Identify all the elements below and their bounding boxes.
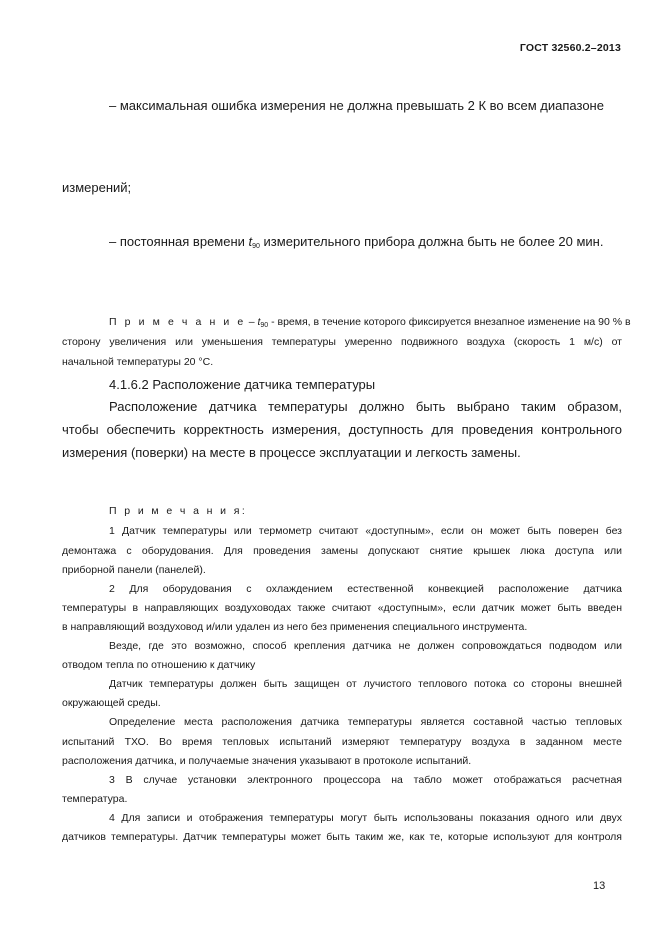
note-2-line3: в направляющий воздуховод и/или удален из него без применения специального инструмента. [62, 621, 528, 633]
bullet2-t-symbol: t [248, 234, 253, 249]
note-location-line3: расположения датчика, и получаемые значения указывают в протоколе испытаний. [62, 755, 472, 767]
note-1-line1: 1 Датчик температуры или термометр считают «доступным», если он может быть поверен без [109, 525, 622, 537]
note1-text: - время, в течение которого фиксируется внезапное изменение на 90 % в [268, 316, 631, 328]
section-heading: 4.1.6.2 Расположение датчика температуры [109, 377, 376, 392]
note1-dash: – [245, 316, 258, 328]
note-location-line2: испытаний ТХО. Во время тепловых испытаний измеряют температуру воздуха в заданном месте [62, 736, 622, 748]
note-4-line1: 4 Для записи и отображения температуры могут быть использованы показания одного или двух [109, 812, 622, 824]
bullet-max-error-continuation: измерений; [62, 180, 132, 195]
note-mounting-line1: Везде, где это возможно, способ крепления датчика не должен сопровождаться подводом или [109, 640, 622, 652]
bullet-time-constant [109, 234, 603, 250]
bullet2-post: измерительного прибора должна быть не более 20 мин. [259, 234, 604, 249]
note-2-line2: температуры в направляющих воздуховодах также считают «доступным», если датчик может быть введен [62, 602, 622, 614]
note-3-line1: 3 В случае установки электронного процессора на табло может отображаться расчетная [109, 774, 622, 786]
bullet2-subscript: 90 [252, 243, 260, 250]
note-1-line3: приборной панели (панелей). [62, 564, 206, 576]
bullet2-pre: – постоянная времени [109, 234, 249, 249]
note1-line1 [109, 316, 631, 329]
note-mounting-line2: отводом тепла по отношению к датчику [62, 659, 256, 671]
note-radiation-line1: Датчик температуры должен быть защищен от лучистого теплового потока со стороны внешней [109, 678, 622, 690]
note-location-line1: Определение места расположения датчика температуры является составной частью тепловых [109, 716, 622, 728]
note1-line3: начальной температуры 20 °С. [62, 356, 214, 368]
note1-t-symbol: t [257, 316, 261, 328]
note1-line2: сторону увеличения или уменьшения температуры умеренно подвижного воздуха (скорость 1 м/с) от [62, 336, 622, 348]
page-number: 13 [593, 880, 606, 892]
document-header: ГОСТ 32560.2–2013 [519, 42, 621, 54]
note-3-line2: температура. [62, 793, 128, 805]
note-2-line1: 2 Для оборудования с охлаждением естественной конвекцией расположение датчика [109, 583, 622, 595]
bullet-max-error: – максимальная ошибка измерения не должна превышать 2 К во всем диапазоне [109, 98, 604, 113]
notes-label: П р и м е ч а н и я: [109, 505, 248, 517]
note-1-line2: демонтажа с оборудования. Для проведения замены допускают снятие крышек люка доступа или [62, 545, 622, 557]
para-line2: чтобы обеспечить корректность измерения, доступность для проведения контрольного [62, 422, 622, 437]
para-line3: измерения (поверки) на месте в процессе эксплуатации и легкость замены. [62, 445, 521, 460]
note-4-line2: датчиков температуры. Датчик температуры может быть таким же, как те, которые используют для контроля [62, 831, 622, 843]
para-line1: Расположение датчика температуры должно быть выбрано таким образом, [109, 399, 622, 414]
note-radiation-line2: окружающей среды. [62, 697, 161, 709]
note1-subscript: 90 [260, 322, 269, 329]
note1-label: П р и м е ч а н и е [109, 316, 246, 328]
